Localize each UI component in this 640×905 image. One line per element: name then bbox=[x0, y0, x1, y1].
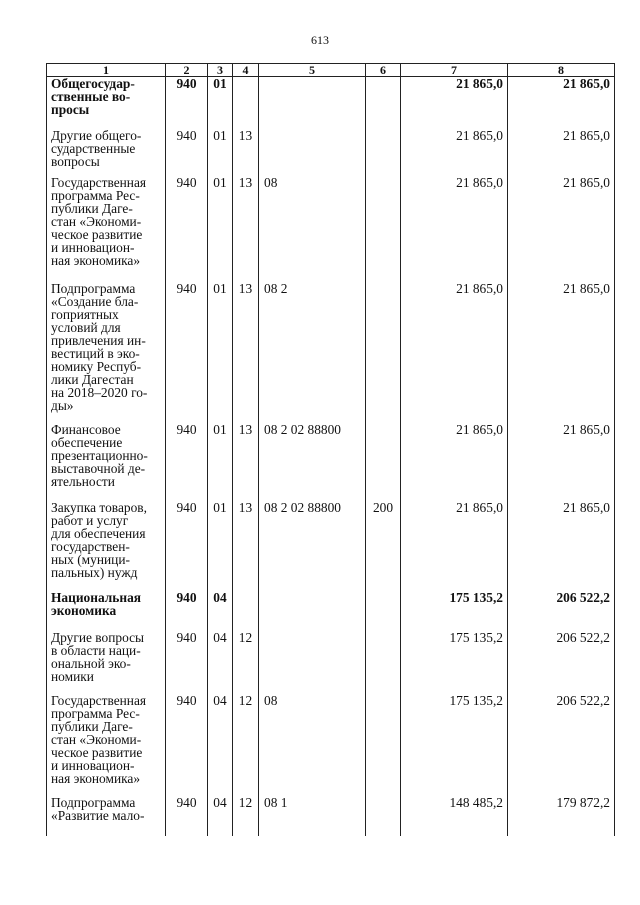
row-name-line: на 2018–2020 го- bbox=[51, 384, 148, 400]
cell-c6 bbox=[366, 796, 401, 836]
cell-c4 bbox=[233, 591, 259, 631]
cell-c5: 08 bbox=[259, 694, 366, 796]
cell-c3: 04 bbox=[208, 796, 233, 836]
table-row bbox=[47, 77, 615, 129]
cell-c4: 12 bbox=[233, 796, 259, 836]
cell-c6 bbox=[366, 77, 401, 129]
cell-c5: 08 2 02 88800 bbox=[259, 423, 366, 501]
row-name-line: ческое развитие bbox=[51, 744, 143, 760]
cell-c3: 04 bbox=[208, 591, 233, 631]
cell-c3: 01 bbox=[208, 77, 233, 129]
cell-c6 bbox=[366, 176, 401, 282]
row-name-line: ятельности bbox=[51, 473, 115, 489]
cell-c3: 01 bbox=[208, 501, 233, 591]
cell-c5: 08 bbox=[259, 176, 366, 282]
cell-c4: 13 bbox=[233, 129, 259, 176]
cell-c8: 21 865,0 bbox=[508, 501, 615, 591]
row-name-line: в области наци- bbox=[51, 642, 141, 658]
row-name bbox=[47, 796, 166, 836]
row-name-line: и инновацион- bbox=[51, 757, 135, 773]
cell-c6 bbox=[366, 694, 401, 796]
table-row bbox=[47, 129, 615, 176]
cell-c2: 940 bbox=[166, 694, 208, 796]
row-name-line: экономика bbox=[51, 602, 117, 618]
cell-c7: 21 865,0 bbox=[401, 77, 508, 129]
cell-c3: 04 bbox=[208, 631, 233, 694]
budget-table bbox=[46, 63, 615, 836]
row-name-line: ческое развитие bbox=[51, 226, 143, 242]
row-name-line: Государственная bbox=[51, 692, 147, 708]
row-name bbox=[47, 591, 166, 631]
cell-c2: 940 bbox=[166, 501, 208, 591]
row-name-line: Государственная bbox=[51, 174, 147, 190]
cell-c8: 179 872,2 bbox=[508, 796, 615, 836]
table-row bbox=[47, 423, 615, 501]
cell-c7: 21 865,0 bbox=[401, 129, 508, 176]
cell-c5: 08 2 02 88800 bbox=[259, 501, 366, 591]
table-row bbox=[47, 282, 615, 423]
table-row bbox=[47, 631, 615, 694]
cell-c6 bbox=[366, 591, 401, 631]
row-name-line: просы bbox=[51, 102, 90, 117]
cell-c6: 200 bbox=[366, 501, 401, 591]
cell-c6 bbox=[366, 631, 401, 694]
row-name-line: Подпрограмма bbox=[51, 280, 136, 296]
cell-c8: 206 522,2 bbox=[508, 631, 615, 694]
table-row bbox=[47, 176, 615, 282]
row-name-line: публики Даге- bbox=[51, 200, 133, 216]
row-name-line: публики Даге- bbox=[51, 718, 133, 734]
cell-c6 bbox=[366, 423, 401, 501]
row-name-line: «Развитие мало- bbox=[51, 807, 145, 823]
cell-c4: 12 bbox=[233, 694, 259, 796]
row-name-line: обеспечение bbox=[51, 434, 123, 450]
cell-c4: 12 bbox=[233, 631, 259, 694]
row-name-line: «Создание бла- bbox=[51, 293, 139, 309]
row-name-line: выставочной де- bbox=[51, 460, 146, 476]
row-name-line: работ и услуг bbox=[51, 512, 129, 528]
cell-c2: 940 bbox=[166, 176, 208, 282]
cell-c4: 13 bbox=[233, 176, 259, 282]
row-name-line: Другие вопросы bbox=[51, 629, 145, 645]
row-name-line: вестиций в эко- bbox=[51, 345, 140, 361]
header-col-3: 3 bbox=[208, 64, 233, 77]
header-col-4: 4 bbox=[233, 64, 259, 77]
cell-c4: 13 bbox=[233, 282, 259, 423]
cell-c7: 175 135,2 bbox=[401, 631, 508, 694]
cell-c8: 21 865,0 bbox=[508, 176, 615, 282]
row-name-line: ная экономика» bbox=[51, 252, 141, 268]
row-name-line: ды» bbox=[51, 397, 74, 413]
row-name-line: ональной эко- bbox=[51, 655, 131, 671]
row-name bbox=[47, 423, 166, 501]
cell-c3: 01 bbox=[208, 129, 233, 176]
cell-c3: 01 bbox=[208, 176, 233, 282]
table-body bbox=[47, 77, 615, 836]
cell-c8: 206 522,2 bbox=[508, 694, 615, 796]
row-name-line: стан «Экономи- bbox=[51, 213, 142, 229]
header-col-1: 1 bbox=[47, 64, 166, 77]
cell-c3: 01 bbox=[208, 423, 233, 501]
header-col-7: 7 bbox=[401, 64, 508, 77]
cell-c5: 08 1 bbox=[259, 796, 366, 836]
cell-c8: 21 865,0 bbox=[508, 282, 615, 423]
cell-c2: 940 bbox=[166, 591, 208, 631]
row-name-line: ственные во- bbox=[51, 89, 131, 104]
cell-c8: 21 865,0 bbox=[508, 129, 615, 176]
row-name-line: Другие общего- bbox=[51, 127, 142, 143]
header-col-5: 5 bbox=[259, 64, 366, 77]
cell-c7: 175 135,2 bbox=[401, 591, 508, 631]
cell-c7: 21 865,0 bbox=[401, 423, 508, 501]
cell-c2: 940 bbox=[166, 129, 208, 176]
row-name-line: презентационно- bbox=[51, 447, 148, 463]
cell-c2: 940 bbox=[166, 631, 208, 694]
row-name-line: государствен- bbox=[51, 538, 130, 554]
row-name-line: номику Респуб- bbox=[51, 358, 142, 374]
cell-c2: 940 bbox=[166, 796, 208, 836]
row-name-line: ная экономика» bbox=[51, 770, 141, 786]
row-name bbox=[47, 176, 166, 282]
cell-c5: 08 2 bbox=[259, 282, 366, 423]
row-name bbox=[47, 631, 166, 694]
cell-c8: 206 522,2 bbox=[508, 591, 615, 631]
cell-c2: 940 bbox=[166, 77, 208, 129]
cell-c7: 21 865,0 bbox=[401, 176, 508, 282]
row-name bbox=[47, 282, 166, 423]
row-name-line: гоприятных bbox=[51, 306, 119, 322]
cell-c5 bbox=[259, 77, 366, 129]
row-name bbox=[47, 77, 166, 129]
cell-c5 bbox=[259, 129, 366, 176]
row-name-line: Общегосудар- bbox=[51, 76, 135, 91]
table-row bbox=[47, 694, 615, 796]
cell-c7: 21 865,0 bbox=[401, 501, 508, 591]
cell-c3: 01 bbox=[208, 282, 233, 423]
row-name-line: Закупка товаров, bbox=[51, 499, 147, 515]
row-name-line: условий для bbox=[51, 319, 121, 335]
cell-c8: 21 865,0 bbox=[508, 77, 615, 129]
table-row bbox=[47, 501, 615, 591]
cell-c7: 175 135,2 bbox=[401, 694, 508, 796]
page-number: 613 bbox=[311, 33, 329, 47]
header-col-8: 8 bbox=[508, 64, 615, 77]
header-col-2: 2 bbox=[166, 64, 208, 77]
header-col-6: 6 bbox=[366, 64, 401, 77]
cell-c7: 148 485,2 bbox=[401, 796, 508, 836]
cell-c6 bbox=[366, 282, 401, 423]
row-name-line: ных (муници- bbox=[51, 551, 130, 567]
row-name-line: привлечения ин- bbox=[51, 332, 146, 348]
row-name bbox=[47, 694, 166, 796]
cell-c8: 21 865,0 bbox=[508, 423, 615, 501]
table-row bbox=[47, 591, 615, 631]
row-name-line: номики bbox=[51, 668, 94, 684]
cell-c6 bbox=[366, 129, 401, 176]
cell-c5 bbox=[259, 591, 366, 631]
row-name-line: лики Дагестан bbox=[51, 371, 134, 387]
cell-c4: 13 bbox=[233, 423, 259, 501]
cell-c4: 13 bbox=[233, 501, 259, 591]
row-name-line: для обеспечения bbox=[51, 525, 146, 541]
row-name-line: программа Рес- bbox=[51, 705, 140, 721]
row-name-line: Национальная bbox=[51, 589, 142, 605]
cell-c2: 940 bbox=[166, 282, 208, 423]
row-name bbox=[47, 501, 166, 591]
row-name-line: сударственные bbox=[51, 140, 136, 156]
cell-c2: 940 bbox=[166, 423, 208, 501]
row-name-line: и инновацион- bbox=[51, 239, 135, 255]
header-row bbox=[47, 64, 615, 77]
cell-c7: 21 865,0 bbox=[401, 282, 508, 423]
row-name bbox=[47, 129, 166, 176]
cell-c4 bbox=[233, 77, 259, 129]
row-name-line: пальных) нужд bbox=[51, 564, 138, 580]
cell-c5 bbox=[259, 631, 366, 694]
row-name-line: вопросы bbox=[51, 153, 100, 169]
row-name-line: стан «Экономи- bbox=[51, 731, 142, 747]
row-name-line: программа Рес- bbox=[51, 187, 140, 203]
row-name-line: Финансовое bbox=[51, 421, 121, 437]
row-name-line: Подпрограмма bbox=[51, 794, 136, 810]
cell-c3: 04 bbox=[208, 694, 233, 796]
table-row bbox=[47, 796, 615, 836]
